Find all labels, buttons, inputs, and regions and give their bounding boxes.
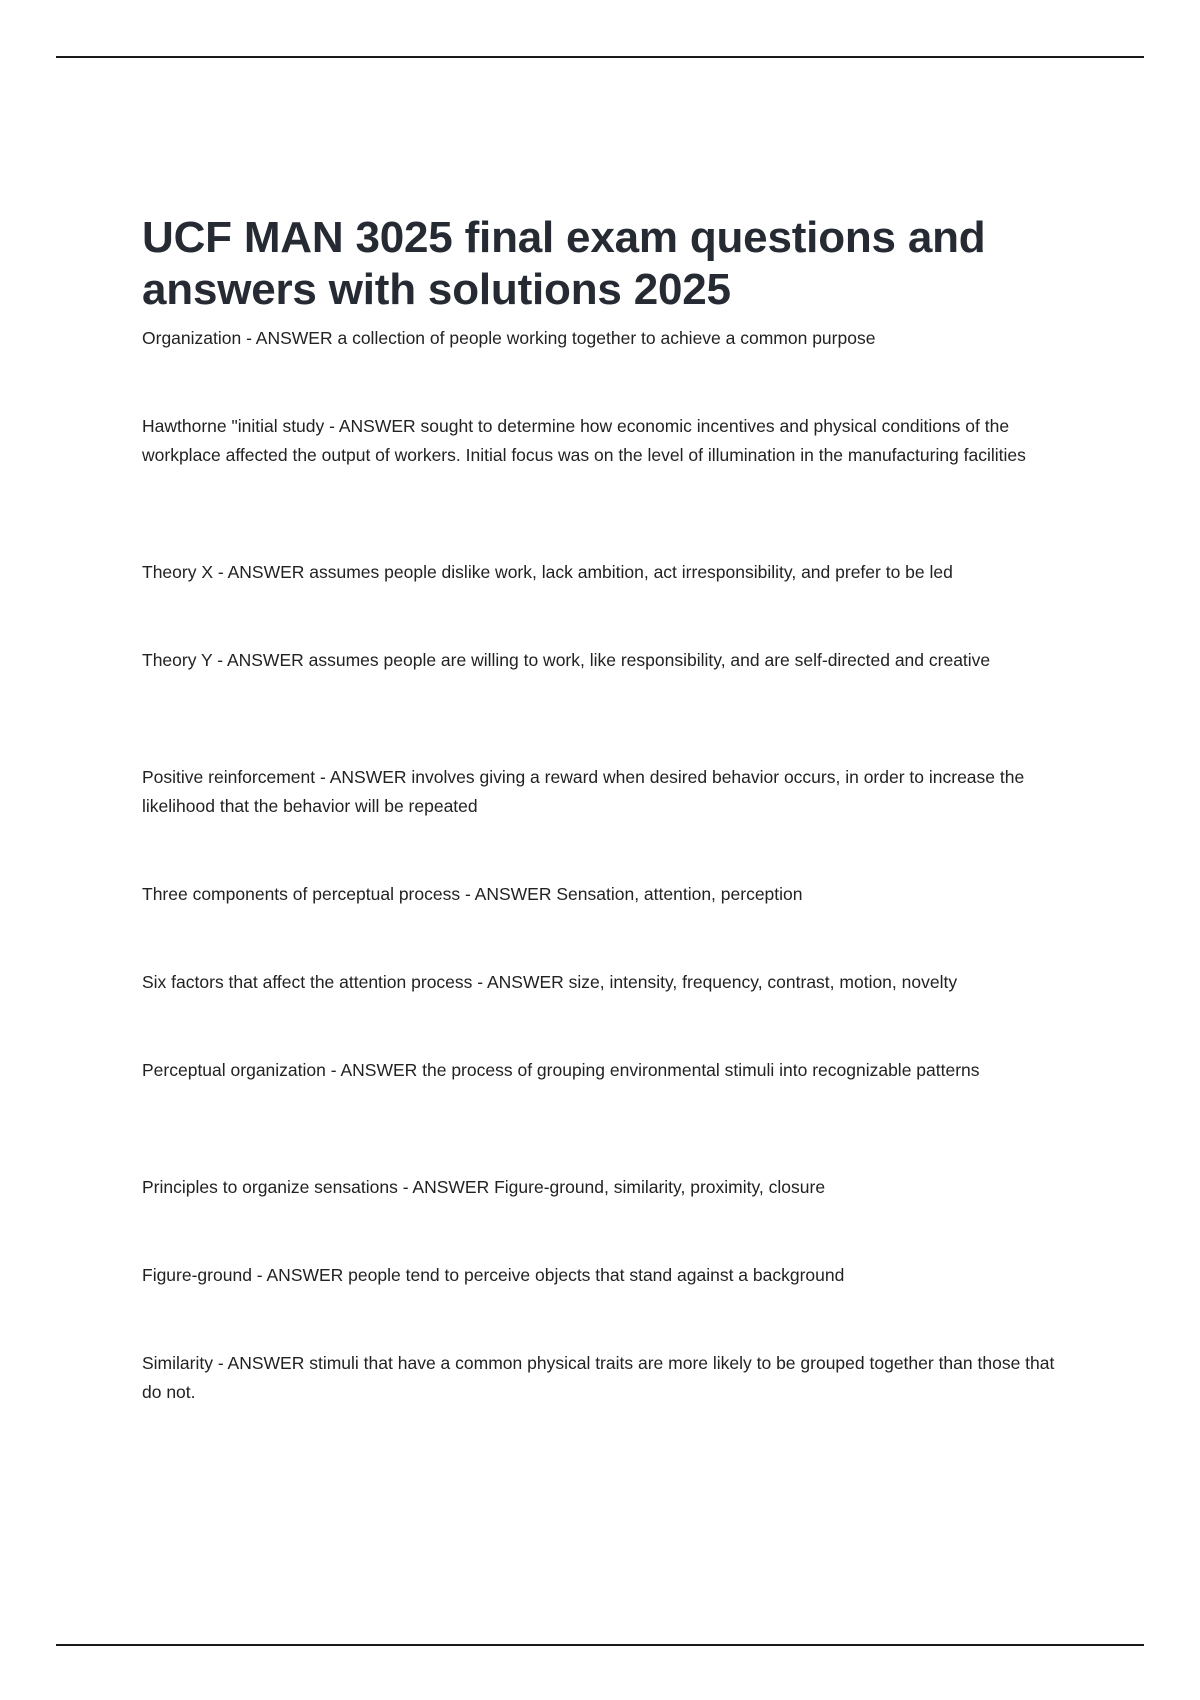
- qa-entry-theory-x: Theory X - ANSWER assumes people dislike work, lack ambition, act irresponsibility, and prefer to be led: [142, 562, 953, 582]
- qa-entry-positive-reinforcement: Positive reinforcement - ANSWER involves giving a reward when desired behavior occurs, in order to increase the likelihood that the behavior will be repeated: [142, 767, 1025, 816]
- qa-entry-attention-factors: Six factors that affect the attention process - ANSWER size, intensity, frequency, contrast, motion, novelty: [142, 972, 958, 992]
- qa-entry-perceptual-organization: Perceptual organization - ANSWER the process of grouping environmental stimuli into recognizable patterns: [142, 1060, 980, 1080]
- qa-entry-organization: Organization - ANSWER a collection of people working together to achieve a common purpose: [142, 328, 876, 348]
- qa-entry-organize-principles: Principles to organize sensations - ANSWER Figure-ground, similarity, proximity, closure: [142, 1177, 826, 1197]
- qa-entry-perceptual-process: Three components of perceptual process - ANSWER Sensation, attention, perception: [142, 884, 803, 904]
- qa-entry-hawthorne: Hawthorne "initial study - ANSWER sought to determine how economic incentives and physical conditions of the workplace affected the output of workers. Initial focus was on the level of illumination in the manufacturing facilities: [142, 416, 1026, 465]
- top-rule: [56, 56, 1144, 58]
- qa-entry-figure-ground: Figure-ground - ANSWER people tend to perceive objects that stand against a background: [142, 1265, 845, 1285]
- qa-entry-similarity: Similarity - ANSWER stimuli that have a common physical traits are more likely to be grouped together than those that do not.: [142, 1353, 1055, 1402]
- bottom-rule: [56, 1644, 1144, 1646]
- qa-entry-theory-y: Theory Y - ANSWER assumes people are willing to work, like responsibility, and are self-directed and creative: [142, 650, 991, 670]
- page-title: UCF MAN 3025 final exam questions and answers with solutions 2025: [142, 213, 986, 314]
